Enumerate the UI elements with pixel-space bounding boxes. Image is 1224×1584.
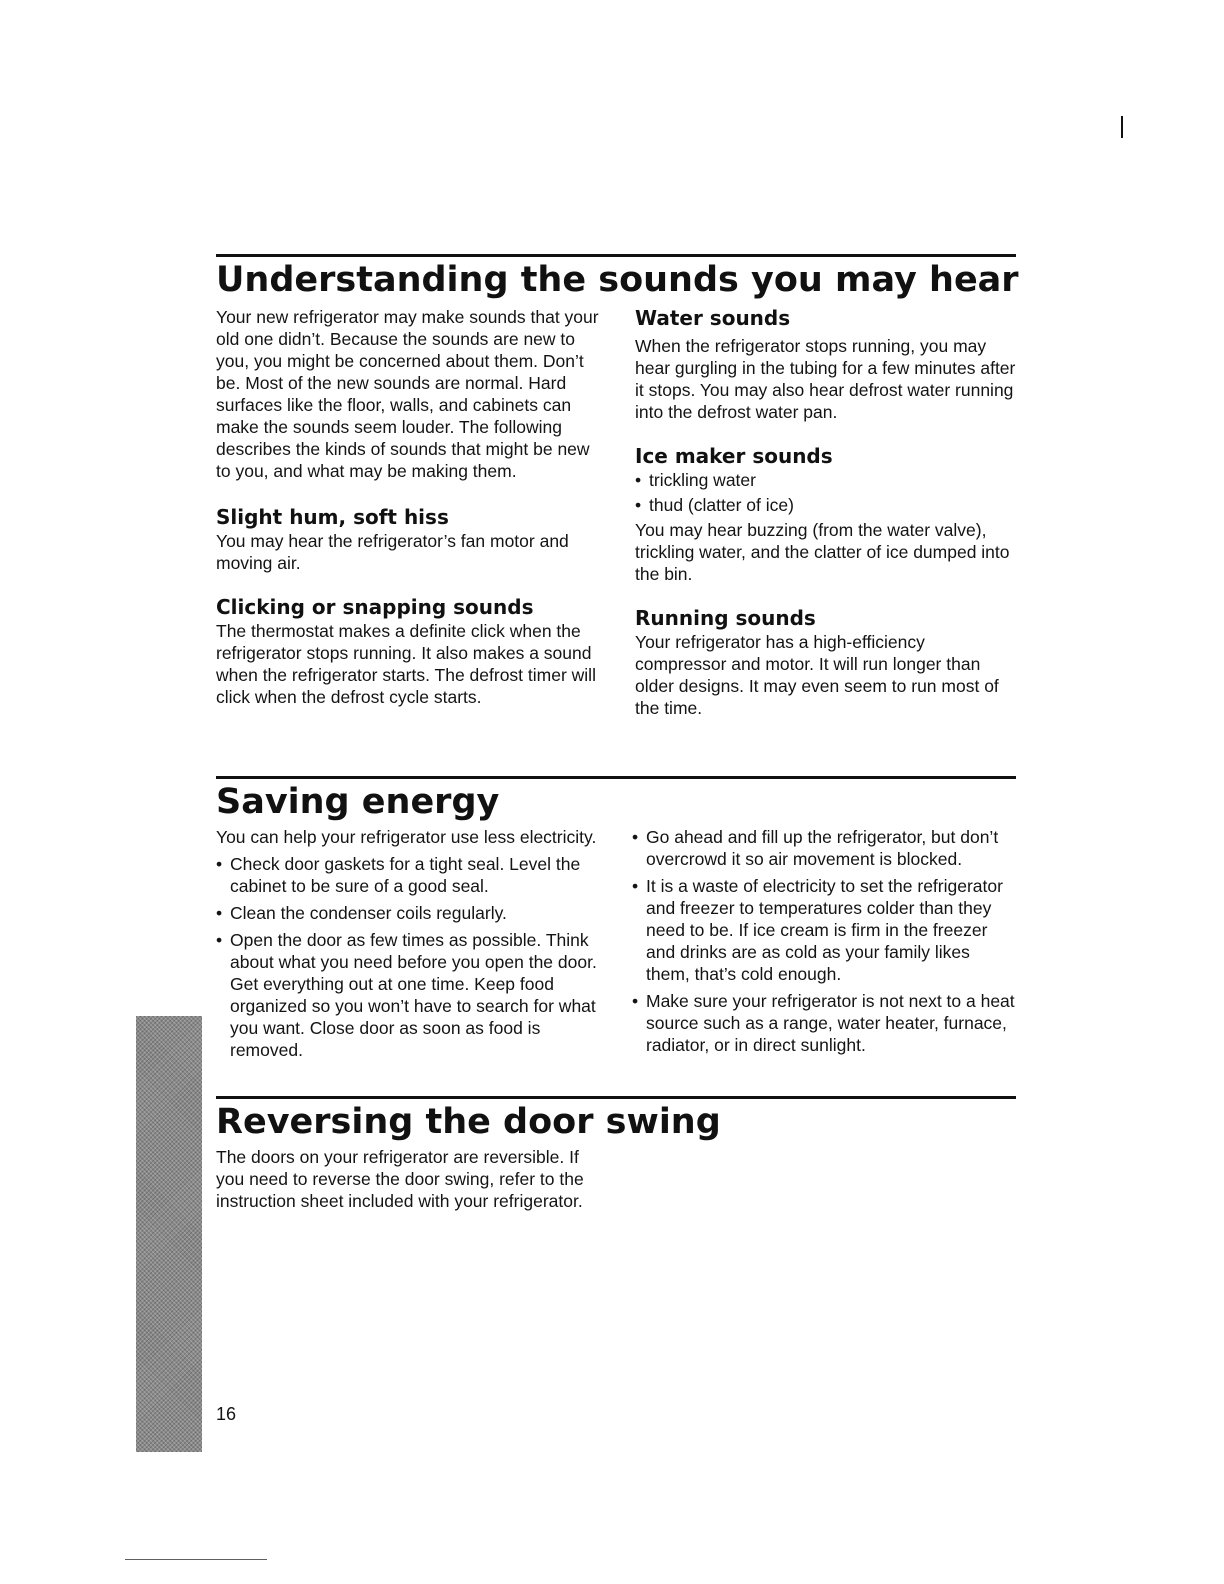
list-item: • It is a waste of electricity to set the refrigerator and freezer to temperatures colder than they need to be. If ice cream is firm in the freezer and drinks are as cold as your family likes them, that’s cold enough.	[632, 875, 1017, 985]
water-text: When the refrigerator stops running, you may hear gurgling in the tubing for a few minutes after it stops. You may also hear defrost water running into the defrost water pan.	[635, 336, 1016, 422]
energy-right-list	[632, 826, 1017, 1056]
energy-right-column	[632, 826, 1017, 1061]
section-divider	[216, 254, 1016, 257]
water-heading: Water sounds	[635, 306, 791, 330]
ice-bullet-list	[635, 469, 1017, 516]
list-item: • Check door gaskets for a tight seal. Level the cabinet to be sure of a good seal.	[216, 853, 601, 897]
door-section-title: Reversing the door swing	[216, 1102, 721, 1142]
list-item: • Make sure your refrigerator is not next to a heat source such as a range, water heater, furnace, radiator, or in direct sunlight.	[632, 990, 1017, 1056]
energy-left-column	[216, 826, 601, 1066]
door-column	[216, 1146, 591, 1212]
list-item: • Open the door as few times as possible. Think about what you need before you open the door. Get everything out at one time. Keep food organized so you won’t have to search for what you want. Close door as soon as food is removed.	[216, 929, 601, 1061]
clicking-text: The thermostat makes a definite click when the refrigerator stops running. It also makes a sound when the refrigerator starts. The defrost timer will click when the defrost cycle starts.	[216, 621, 596, 707]
ice-heading: Ice maker sounds	[635, 444, 833, 468]
sounds-intro: Your new refrigerator may make sounds that your old one didn’t. Because the sounds are new to you, you might be concerned about them. Don’t be. Most of the new sounds are normal. Hard surfaces like the floor, walls, and cabinets can make the sounds seem louder. The following describes the kinds of sounds that might be new to you, and what may be making them.	[216, 307, 599, 481]
sounds-section-title: Understanding the sounds you may hear	[216, 260, 1019, 300]
energy-left-list	[216, 853, 601, 1061]
hum-text: You may hear the refrigerator’s fan motor and moving air.	[216, 531, 569, 573]
clicking-heading: Clicking or snapping sounds	[216, 595, 534, 619]
margin-mark	[1121, 116, 1123, 138]
list-item: • thud (clatter of ice)	[635, 494, 1017, 516]
bottom-rule	[125, 1559, 267, 1560]
running-text: Your refrigerator has a high-efficiency compressor and motor. It will run longer than older designs. It may even seem to run most of the time.	[635, 632, 999, 718]
energy-intro: You can help your refrigerator use less electricity.	[216, 827, 597, 847]
sounds-right-column	[635, 305, 1017, 719]
energy-section-title: Saving energy	[216, 782, 500, 822]
list-item: • Go ahead and fill up the refrigerator, but don’t overcrowd it so air movement is blocked.	[632, 826, 1017, 870]
page-number: 16	[216, 1404, 237, 1424]
section-divider	[216, 776, 1016, 779]
ice-text: You may hear buzzing (from the water valve), trickling water, and the clatter of ice dumped into the bin.	[635, 520, 1010, 584]
halftone-side-tab	[136, 1016, 202, 1452]
section-divider	[216, 1096, 1016, 1099]
list-item: • Clean the condenser coils regularly.	[216, 902, 601, 924]
running-heading: Running sounds	[635, 606, 816, 630]
sounds-left-column	[216, 306, 608, 708]
hum-heading: Slight hum, soft hiss	[216, 505, 449, 529]
list-item: • trickling water	[635, 469, 1017, 491]
door-text: The doors on your refrigerator are reversible. If you need to reverse the door swing, refer to the instruction sheet included with your refrigerator.	[216, 1147, 584, 1211]
